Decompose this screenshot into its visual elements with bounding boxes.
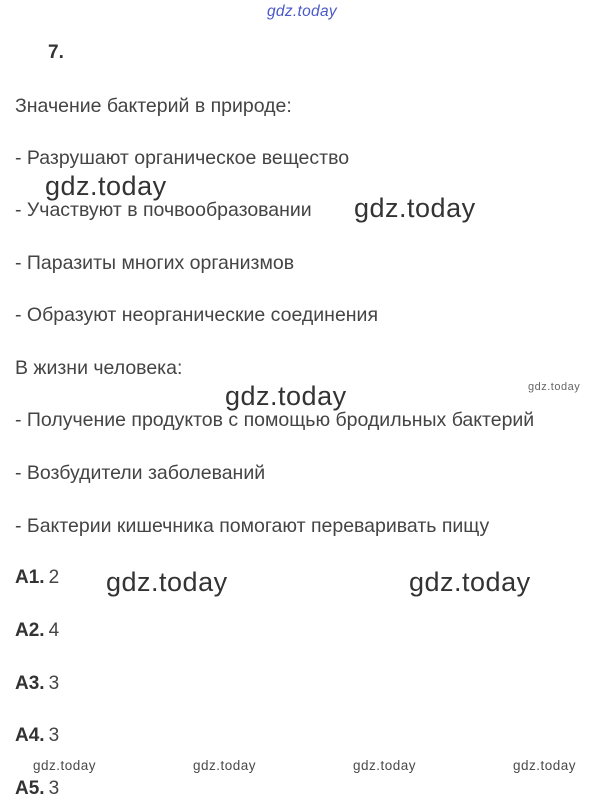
watermark: gdz.today (45, 171, 167, 201)
answer-a5 (15, 777, 59, 801)
answer-label: А1. (15, 567, 45, 588)
answer-a3 (15, 672, 59, 696)
watermark: gdz.today (33, 758, 97, 773)
nature-item-2: - Участвуют в почвообразовании (15, 199, 312, 221)
watermark: gdz.today (353, 758, 417, 773)
answer-value: 3 (48, 725, 60, 746)
watermark: gdz.today (106, 567, 228, 597)
human-item-1: - Получение продуктов с помощью бродильных бактерий (15, 409, 535, 431)
answer-value: 4 (48, 620, 60, 641)
watermark: gdz.today (513, 758, 577, 773)
answer-value: 2 (48, 567, 60, 588)
watermark: gdz.today (354, 193, 476, 223)
answer-a2 (15, 619, 59, 643)
watermark: gdz.today (225, 381, 347, 411)
human-item-2: - Возбудители заболеваний (15, 462, 266, 484)
answer-a1 (15, 566, 59, 590)
watermark: gdz.today (193, 758, 257, 773)
human-item-3: - Бактерии кишечника помогают переваривать пищу (15, 515, 490, 537)
watermark: gdz.today (528, 381, 581, 393)
watermark-top: gdz.today (267, 3, 337, 20)
nature-item-1: - Разрушают органическое вещество (15, 147, 350, 169)
human-heading: В жизни человека: (15, 357, 183, 379)
nature-item-3: - Паразиты многих организмов (15, 252, 295, 274)
answer-a4 (15, 724, 59, 748)
answer-value: 3 (48, 778, 60, 799)
answer-label: А5. (15, 778, 45, 799)
task-number: 7. (48, 42, 64, 63)
nature-item-4: - Образуют неорганические соединения (15, 304, 379, 326)
answer-label: А3. (15, 673, 45, 694)
answer-value: 3 (48, 673, 60, 694)
watermark: gdz.today (409, 567, 531, 597)
answer-label: А4. (15, 725, 45, 746)
nature-heading: Значение бактерий в природе: (15, 95, 292, 117)
answer-label: А2. (15, 620, 45, 641)
